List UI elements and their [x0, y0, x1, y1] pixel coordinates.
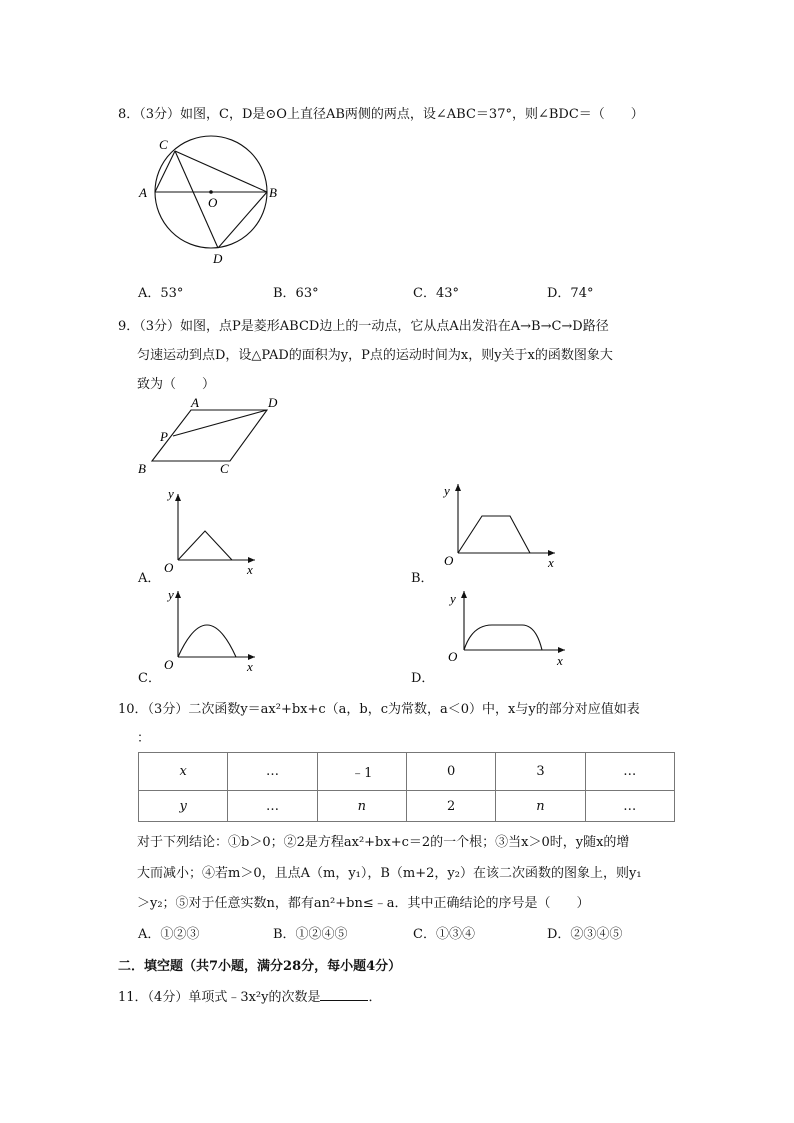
svg-text:y: y	[168, 587, 174, 602]
q9-graph-b	[440, 478, 560, 573]
label-o: O	[208, 195, 218, 210]
q8-option-c: C．43°	[413, 286, 459, 301]
table-row-y	[139, 791, 675, 822]
table-cell: 3	[496, 753, 585, 791]
q10-value-table	[138, 752, 675, 822]
svg-text:O: O	[444, 553, 454, 568]
table-row-x	[139, 753, 675, 791]
table-cell: …	[228, 791, 317, 822]
label-c: C	[220, 461, 229, 476]
answer-blank	[320, 988, 368, 1001]
svg-text:x: x	[247, 659, 253, 674]
label-p: P	[160, 429, 168, 444]
svg-text:O: O	[164, 657, 174, 672]
label-a: A	[191, 395, 199, 410]
label-a: A	[139, 185, 147, 200]
q10-conclusion-line2: 大而减小；④若m＞0，且点A（m，y₁），B（m+2，y₂）在该二次函数的图象上，则y₁	[137, 866, 642, 881]
svg-text:O: O	[164, 560, 174, 575]
table-cell: …	[585, 791, 674, 822]
q8-option-d: D．74°	[547, 286, 594, 301]
q10-stem-line2: ：	[137, 731, 151, 746]
q9-rhombus-figure	[135, 395, 285, 480]
q9-option-a: A．	[138, 571, 161, 586]
svg-text:x: x	[557, 653, 563, 668]
q11-stem	[118, 986, 382, 1005]
q11-end: ．	[368, 990, 382, 1005]
q8-stem: 8．（3分）如图，C，D是⊙O上直径AB两侧的两点，设∠ABC＝37°，则∠BDC＝（ ）	[118, 107, 644, 122]
q10-conclusion-line3: ＞y₂；⑤对于任意实数n，都有an²+bn≤﹣a．其中正确结论的序号是（ ）	[137, 896, 590, 911]
table-cell: …	[585, 753, 674, 791]
q10-option-c: C．①③④	[413, 927, 475, 942]
q9-option-d: D．	[411, 671, 435, 686]
segment-cb	[175, 151, 267, 192]
graph-d-curve	[464, 625, 542, 650]
graph-b-curve	[458, 516, 530, 553]
svg-text:y: y	[168, 486, 174, 501]
q9-graph-a	[160, 486, 260, 577]
q9-option-b: B．	[411, 571, 434, 586]
table-cell: …	[228, 753, 317, 791]
q9-option-c: C．	[138, 671, 161, 686]
svg-text:y: y	[444, 483, 450, 498]
table-cell: n	[496, 791, 585, 822]
label-b: B	[269, 185, 277, 200]
svg-text:x: x	[548, 555, 554, 570]
center-point	[209, 190, 213, 194]
q9-stem-line3: 致为（ ）	[137, 377, 216, 392]
q9-graph-c	[160, 585, 260, 674]
section-title: 二．填空题（共7小题，满分28分，每小题4分）	[118, 959, 402, 974]
graph-a-curve	[178, 531, 232, 560]
table-cell: n	[317, 791, 406, 822]
rhombus-abcd	[152, 410, 267, 461]
q10-option-a: A．①②③	[138, 927, 200, 942]
label-d: D	[268, 395, 278, 410]
q10-conclusion-line1: 对于下列结论：①b＞0；②2是方程ax²+bx+c＝2的一个根；③当x＞0时，y随x的增	[137, 835, 630, 850]
segment-pd	[173, 410, 267, 436]
label-d: D	[213, 251, 223, 266]
svg-text:O: O	[448, 649, 458, 664]
q8-circle-figure	[135, 135, 285, 265]
q11-text: 11．（4分）单项式﹣3x²y的次数是	[118, 990, 321, 1005]
table-cell: 0	[406, 753, 495, 791]
svg-text:x: x	[247, 562, 253, 577]
segment-ac	[155, 151, 175, 192]
q9-graph-d	[440, 585, 570, 670]
graph-c-curve	[178, 625, 236, 657]
q9-stem-line2: 匀速运动到点D，设△PAD的面积为y，P点的运动时间为x，则y关于x的函数图象大	[137, 348, 613, 363]
table-cell: 2	[406, 791, 495, 822]
label-c: C	[159, 137, 168, 152]
table-cell: ﹣1	[317, 753, 406, 791]
svg-text:y: y	[450, 591, 456, 606]
q10-option-d: D．②③④⑤	[547, 927, 623, 942]
label-b: B	[138, 461, 146, 476]
q8-option-b: B．63°	[273, 286, 319, 301]
q10-option-b: B．①②④⑤	[273, 927, 348, 942]
table-cell: y	[139, 791, 228, 822]
table-cell: x	[139, 753, 228, 791]
q10-stem-line1: 10．（3分）二次函数y＝ax²+bx+c（a，b，c为常数，a＜0）中，x与y的部分对应值如表	[118, 702, 640, 717]
q9-stem-line1: 9．（3分）如图，点P是菱形ABCD边上的一动点，它从点A出发沿在A→B→C→D路径	[118, 319, 609, 334]
q8-option-a: A．53°	[138, 286, 184, 301]
